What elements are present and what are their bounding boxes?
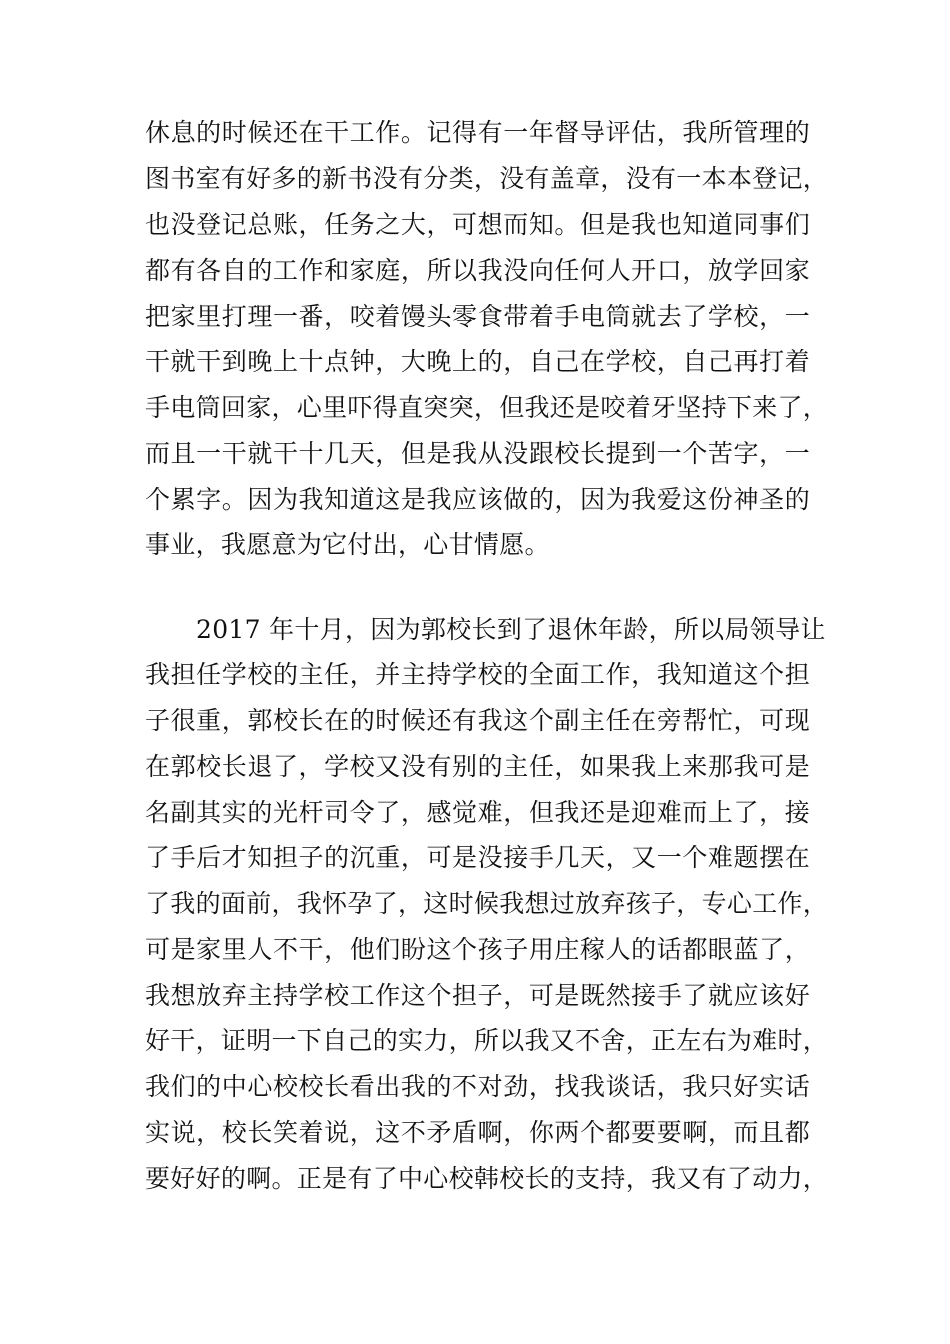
text-line: 休息的时候还在干工作。记得有一年督导评估，我所管理的 <box>145 118 810 147</box>
text-line: 手电筒回家，心里吓得直突突，但我还是咬着牙坚持下来了， <box>145 393 829 422</box>
text-line: 我们的中心校校长看出我的不对劲，找我谈话，我只好实话 <box>145 1072 810 1101</box>
text-line: 都有各自的工作和家庭，所以我没向任何人开口，放学回家 <box>145 256 810 285</box>
text-line: 我担任学校的主任，并主持学校的全面工作，我知道这个担 <box>145 660 810 689</box>
text-line: 了我的面前，我怀孕了，这时候我想过放弃孩子，专心工作， <box>145 889 829 918</box>
text-line: 在郭校长退了，学校又没有别的主任，如果我上来那我可是 <box>145 752 810 781</box>
text-line: 图书室有好多的新书没有分类，没有盖章，没有一本本登记， <box>145 164 829 193</box>
text-line: 子很重，郭校长在的时候还有我这个副主任在旁帮忙，可现 <box>145 706 810 735</box>
text-line: 好干，证明一下自己的实力，所以我又不舍，正左右为难时， <box>145 1026 829 1055</box>
text-line: 名副其实的光杆司令了，感觉难，但我还是迎难而上了，接 <box>145 798 810 827</box>
text-line: 事业，我愿意为它付出，心甘情愿。 <box>145 530 550 559</box>
text-line: 把家里打理一番，咬着馒头零食带着手电筒就去了学校，一 <box>145 302 810 331</box>
text-line: 实说，校长笑着说，这不矛盾啊，你两个都要要啊，而且都 <box>145 1118 810 1147</box>
text-line: 2017 年十月，因为郭校长到了退休年龄，所以局领导让 <box>196 615 826 644</box>
text-line: 可是家里人不干，他们盼这个孩子用庄稼人的话都眼蓝了， <box>145 935 810 964</box>
text-line: 干就干到晚上十点钟，大晚上的，自己在学校，自己再打着 <box>145 347 810 376</box>
text-line: 也没登记总账，任务之大，可想而知。但是我也知道同事们 <box>145 210 810 239</box>
text-line: 了手后才知担子的沉重，可是没接手几天，又一个难题摆在 <box>145 843 810 872</box>
text-line: 个累字。因为我知道这是我应该做的，因为我爱这份神圣的 <box>145 485 810 514</box>
text-line: 我想放弃主持学校工作这个担子，可是既然接手了就应该好 <box>145 981 810 1010</box>
text-line: 要好好的啊。正是有了中心校韩校长的支持，我又有了动力， <box>145 1164 829 1193</box>
text-line: 而且一干就干十几天，但是我从没跟校长提到一个苦字，一 <box>145 439 810 468</box>
